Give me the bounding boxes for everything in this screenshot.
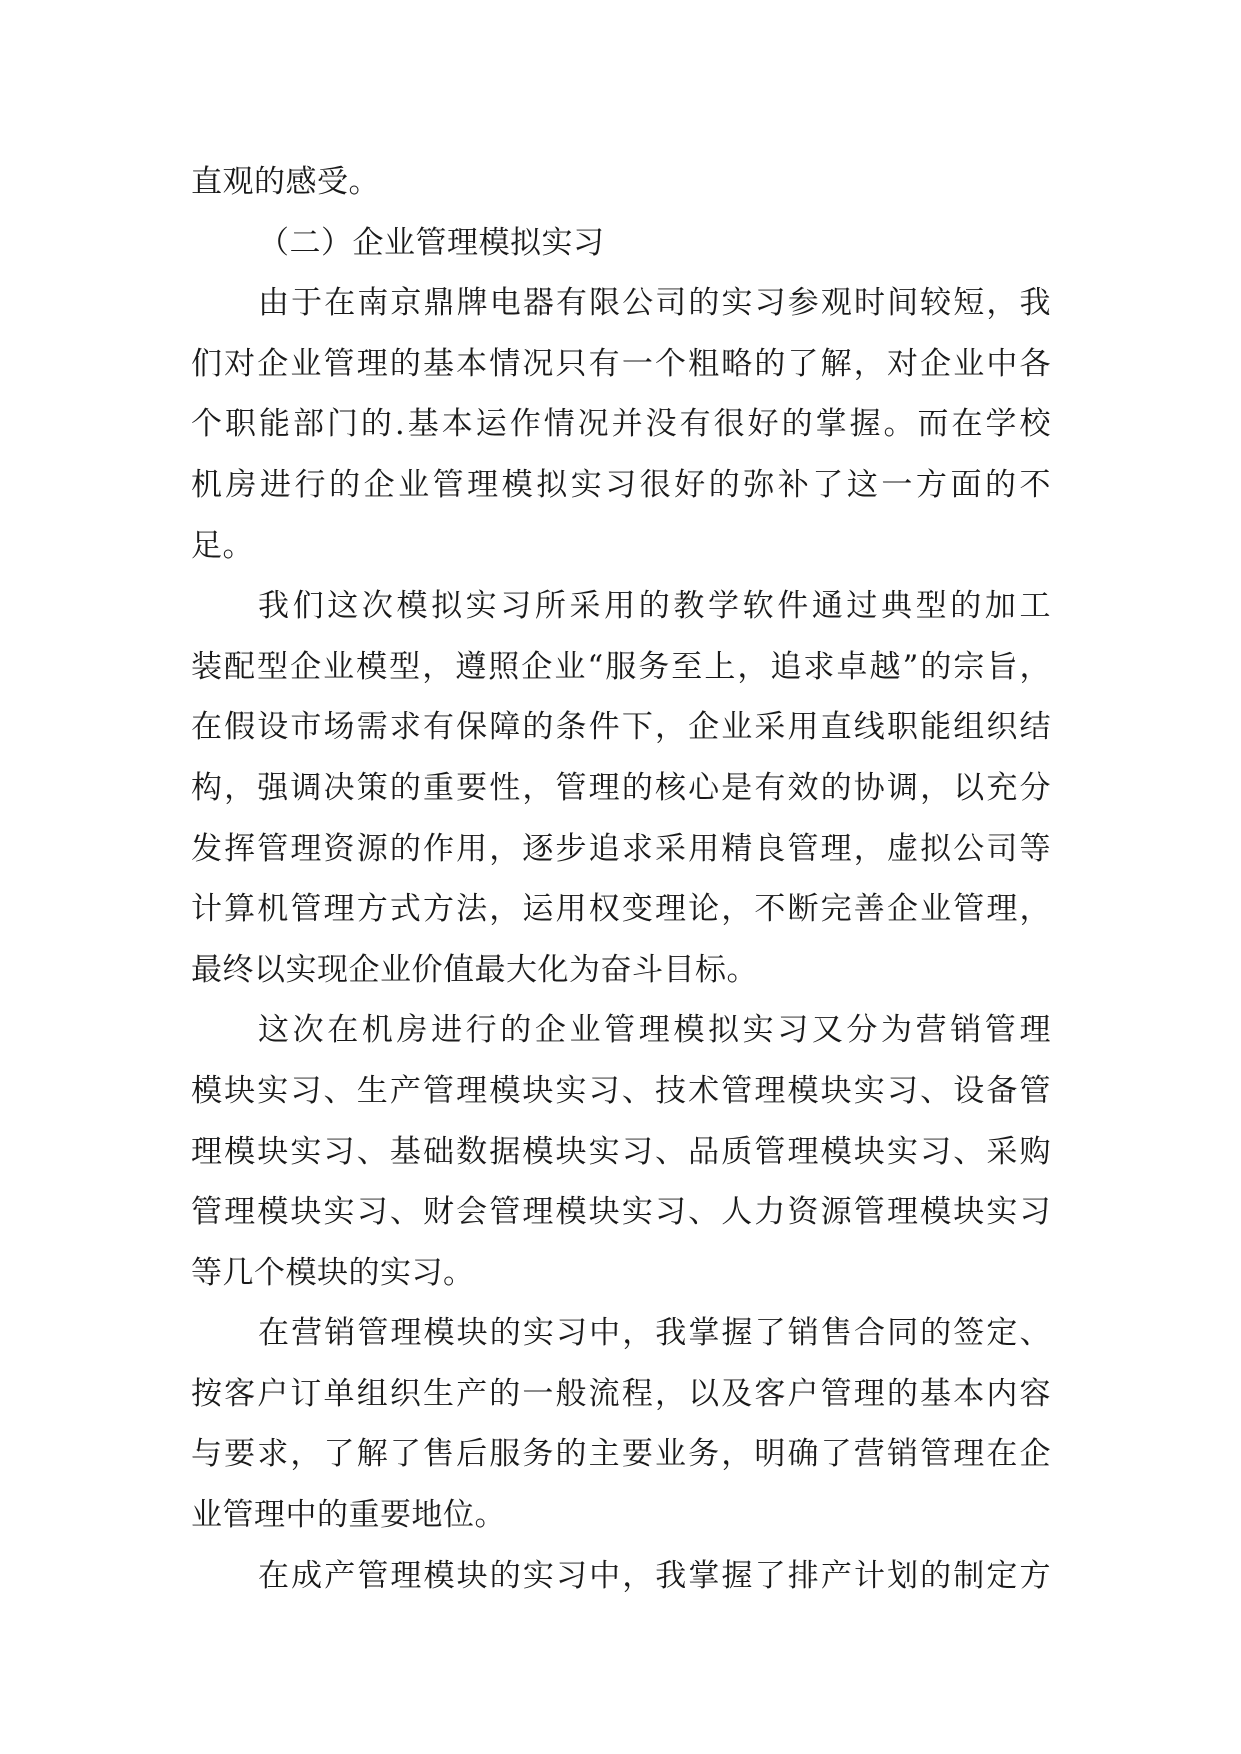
text-line: 这次在机房进行的企业管理模拟实习又分为营销管理 — [258, 1012, 1051, 1049]
text-line: 在成产管理模块的实习中，我掌握了排产计划的制定方 — [258, 1557, 1051, 1594]
text-line: 与要求，了解了售后服务的主要业务，明确了营销管理在企 — [191, 1436, 1051, 1473]
text-line: 模块实习、生产管理模块实习、技术管理模块实习、设备管 — [191, 1072, 1051, 1109]
text-line: 机房进行的企业管理模拟实习很好的弥补了这一方面的不 — [191, 466, 1051, 503]
text-line: 在营销管理模块的实习中，我掌握了销售合同的签定、 — [258, 1315, 1051, 1352]
text-line: 构，强调决策的重要性，管理的核心是有效的协调，以充分 — [191, 769, 1051, 806]
text-line: 们对企业管理的基本情况只有一个粗略的了解，对企业中各 — [191, 345, 1051, 382]
text-line: （二）企业管理模拟实习 — [258, 224, 605, 261]
text-line: 由于在南京鼎牌电器有限公司的实习参观时间较短，我 — [258, 285, 1051, 322]
text-line: 发挥管理资源的作用，逐步追求采用精良管理，虚拟公司等 — [191, 830, 1051, 867]
text-line: 业管理中的重要地位。 — [191, 1497, 506, 1534]
text-line: 足。 — [191, 527, 254, 564]
text-line: 计算机管理方式方法，运用权变理论，不断完善企业管理， — [191, 891, 1051, 928]
text-line: 等几个模块的实习。 — [191, 1254, 475, 1291]
text-line: 最终以实现企业价值最大化为奋斗目标。 — [191, 951, 758, 988]
text-line: 在假设市场需求有保障的条件下，企业采用直线职能组织结 — [191, 709, 1051, 746]
text-line: 直观的感受。 — [191, 164, 380, 200]
text-line: 按客户订单组织生产的一般流程，以及客户管理的基本内容 — [191, 1375, 1051, 1412]
text-line: 理模块实习、基础数据模块实习、品质管理模块实习、采购 — [191, 1133, 1051, 1170]
text-line: 装配型企业模型，遵照企业“服务至上，追求卓越”的宗旨， — [191, 648, 1051, 685]
body-text — [191, 152, 1051, 1606]
text-line: 个职能部门的.基本运作情况并没有很好的掌握。而在学校 — [191, 406, 1051, 443]
text-line: 我们这次模拟实习所采用的教学软件通过典型的加工 — [258, 588, 1051, 625]
text-line: 管理模块实习、财会管理模块实习、人力资源管理模块实习 — [191, 1194, 1051, 1231]
